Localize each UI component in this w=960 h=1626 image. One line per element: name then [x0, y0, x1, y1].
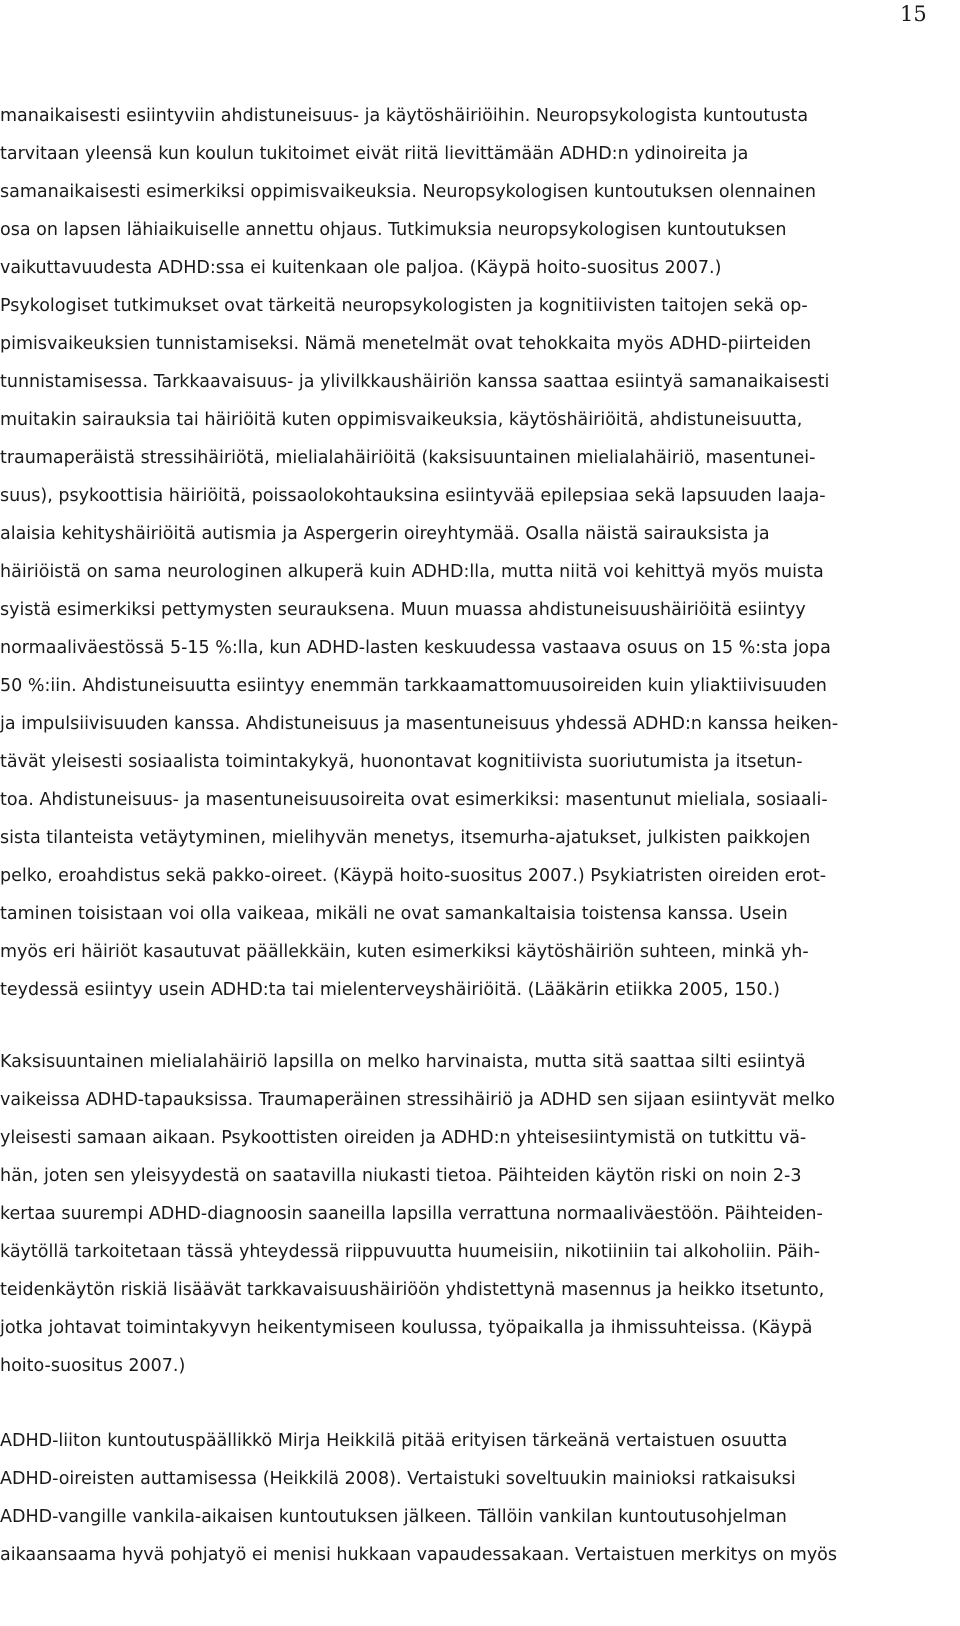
text-line: muitakin sairauksia tai häiriöitä kuten oppimisvaikeuksia, käytöshäiriöitä, ahdistuneisuutta, — [0, 410, 803, 430]
text-line: suus), psykoottisia häiriöitä, poissaolokohtauksina esiintyvää epilepsiaa sekä lapsuuden laaja- — [0, 486, 826, 506]
text-line: traumaperäistä stressihäiriötä, mielialahäiriöitä (kaksisuuntainen mielialahäiriö, masentunei- — [0, 448, 816, 468]
text-line: vaikuttavuudesta ADHD:ssa ei kuitenkaan ole paljoa. (Käypä hoito-suositus 2007.) — [0, 258, 722, 278]
text-line: ADHD-oireisten auttamisessa (Heikkilä 2008). Vertaistuki soveltuukin mainioksi ratkaisuksi — [0, 1469, 796, 1489]
text-line: Kaksisuuntainen mielialahäiriö lapsilla on melko harvinaista, mutta sitä saattaa silti esiintyä — [0, 1052, 806, 1072]
text-line: myös eri häiriöt kasautuvat päällekkäin, kuten esimerkiksi käytöshäiriön suhteen, minkä yh- — [0, 942, 809, 962]
page-number: 15 — [900, 2, 927, 26]
text-line: tävät yleisesti sosiaalista toimintakykyä, huonontavat kognitiivista suoriutumista ja itsetun- — [0, 752, 803, 772]
paragraph-3 — [0, 1422, 945, 1574]
text-line: manaikaisesti esiintyviin ahdistuneisuus- ja käytöshäiriöihin. Neuropsykologista kuntoutusta — [0, 106, 809, 126]
text-line: pelko, eroahdistus sekä pakko-oireet. (Käypä hoito-suositus 2007.) Psykiatristen oireiden erot- — [0, 866, 827, 886]
text-line: kertaa suurempi ADHD-diagnoosin saaneilla lapsilla verrattuna normaaliväestöön. Päihteiden- — [0, 1204, 823, 1224]
text-line: teydessä esiintyy usein ADHD:ta tai mielenterveyshäiriöitä. (Lääkärin etiikka 2005, 150.) — [0, 980, 781, 1000]
text-line: tarvitaan yleensä kun koulun tukitoimet eivät riitä lievittämään ADHD:n ydinoireita ja — [0, 144, 749, 164]
text-line: häiriöistä on sama neurologinen alkuperä kuin ADHD:lla, mutta niitä voi kehittyä myös muista — [0, 562, 824, 582]
text-line: tunnistamisessa. Tarkkaavaisuus- ja ylivilkkaushäiriön kanssa saattaa esiintyä samanaikaisesti — [0, 372, 830, 392]
paragraph-1 — [0, 97, 945, 1009]
text-line: samanaikaisesti esimerkiksi oppimisvaikeuksia. Neuropsykologisen kuntoutuksen olennainen — [0, 182, 816, 202]
text-line: syistä esimerkiksi pettymysten seurauksena. Muun muassa ahdistuneisuushäiriöitä esiintyy — [0, 600, 806, 620]
text-line: yleisesti samaan aikaan. Psykoottisten oireiden ja ADHD:n yhteisesiintymistä on tutkittu vä- — [0, 1128, 807, 1148]
text-line: vaikeissa ADHD-tapauksissa. Traumaperäinen stressihäiriö ja ADHD sen sijaan esiintyvät melko — [0, 1090, 836, 1110]
text-line: ADHD-liiton kuntoutuspäällikkö Mirja Heikkilä pitää erityisen tärkeänä vertaistuen osuutta — [0, 1431, 788, 1451]
text-line: hän, joten sen yleisyydestä on saatavilla niukasti tietoa. Päihteiden käytön riski on noin 2-3 — [0, 1166, 802, 1186]
text-line: aikaansaama hyvä pohjatyö ei menisi hukkaan vapaudessakaan. Vertaistuen merkitys on myös — [0, 1545, 838, 1565]
text-line: pimisvaikeuksien tunnistamiseksi. Nämä menetelmät ovat tehokkaita myös ADHD-piirteiden — [0, 334, 812, 354]
text-line: alaisia kehityshäiriöitä autismia ja Aspergerin oireyhtymää. Osalla näistä sairauksista ja — [0, 524, 770, 544]
text-line: ADHD-vangille vankila-aikaisen kuntoutuksen jälkeen. Tällöin vankilan kuntoutusohjelman — [0, 1507, 787, 1527]
text-line: Psykologiset tutkimukset ovat tärkeitä neuropsykologisten ja kognitiivisten taitojen sekä op- — [0, 296, 808, 316]
text-line: taminen toisistaan voi olla vaikeaa, mikäli ne ovat samankaltaisia toistensa kanssa. Usein — [0, 904, 788, 924]
text-line: 50 %:iin. Ahdistuneisuutta esiintyy enemmän tarkkaamattomuusoireiden kuin yliaktiivisuuden — [0, 676, 827, 696]
text-line: osa on lapsen lähiaikuiselle annettu ohjaus. Tutkimuksia neuropsykologisen kuntoutuksen — [0, 220, 787, 240]
text-line: toa. Ahdistuneisuus- ja masentuneisuusoireita ovat esimerkiksi: masentunut mieliala, sosiaali- — [0, 790, 828, 810]
text-line: jotka johtavat toimintakyvyn heikentymiseen koulussa, työpaikalla ja ihmissuhteissa. (Käypä — [0, 1318, 813, 1338]
text-line: ja impulsiivisuuden kanssa. Ahdistuneisuus ja masentuneisuus yhdessä ADHD:n kanssa heiken- — [0, 714, 839, 734]
text-line: hoito-suositus 2007.) — [0, 1356, 186, 1376]
paragraph-2 — [0, 1043, 945, 1385]
text-line: teidenkäytön riskiä lisäävät tarkkavaisuushäiriöön yhdistettynä masennus ja heikko itsetunto, — [0, 1280, 825, 1300]
text-line: sista tilanteista vetäytyminen, mielihyvän menetys, itsemurha-ajatukset, julkisten paikkojen — [0, 828, 811, 848]
text-line: käytöllä tarkoitetaan tässä yhteydessä riippuvuutta huumeisiin, nikotiiniin tai alkoholiin. Päih- — [0, 1242, 821, 1262]
text-line: normaaliväestössä 5-15 %:lla, kun ADHD-lasten keskuudessa vastaava osuus on 15 %:sta jopa — [0, 638, 831, 658]
